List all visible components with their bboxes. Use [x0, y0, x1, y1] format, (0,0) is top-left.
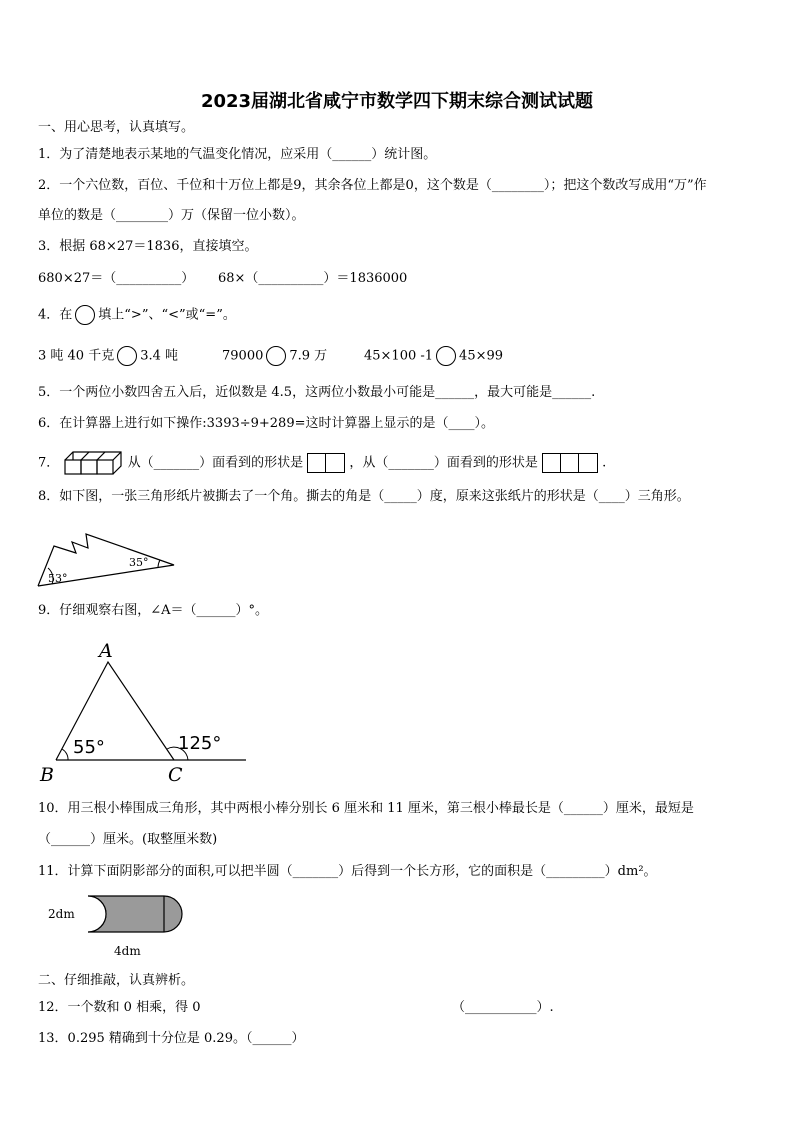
- shaded-rectangle-figure: [44, 894, 189, 960]
- question-4-item-2: [222, 346, 327, 366]
- question-3: 3．根据 68×27＝1836，直接填空。: [38, 239, 258, 254]
- compare-circle-icon: [436, 346, 456, 366]
- question-4: [38, 305, 236, 325]
- compare-circle-icon: [117, 346, 137, 366]
- compare-left: 3 吨 40 千克: [38, 348, 115, 364]
- question-2-line-2: 单位的数是（________）万（保留一位小数）。: [38, 208, 305, 223]
- question-1: 1．为了清楚地表示某地的气温变化情况，应采用（______）统计图。: [38, 147, 437, 162]
- page-title: 2023届湖北省咸宁市数学四下期末综合测试试题: [200, 91, 594, 112]
- question-7-text-2: ，从（_______）面看到的形状是: [349, 455, 538, 471]
- question-5: 5．一个两位小数四舍五入后，近似数是 4.5，这两位小数最小可能是______，最大可能是______.: [38, 385, 596, 400]
- question-9: 9．仔细观察右图，∠A＝（______）°。: [38, 603, 269, 618]
- compare-circle-icon: [266, 346, 286, 366]
- compare-right: 3.4 吨: [140, 348, 179, 364]
- question-4-prefix: 4．在: [38, 307, 73, 323]
- question-8: 8．如下图，一张三角形纸片被撕去了一个角。撕去的角是（_____）度，原来这张纸片的形状是（____）三角形。: [38, 489, 690, 504]
- question-7-number: 7．: [38, 455, 60, 471]
- angle-35-label: 35°: [129, 556, 149, 569]
- question-4-suffix: 填上“>”、“<”或“=”。: [98, 307, 236, 323]
- height-label: 2dm: [48, 907, 75, 921]
- compare-left: 79000: [222, 348, 264, 364]
- question-10-line-2: （______）厘米。(取整厘米数): [38, 832, 218, 847]
- three-square-view-icon: [542, 453, 598, 473]
- question-2-line-1: 2．一个六位数，百位、千位和十万位上都是9，其余各位上都是0，这个数是（________）；把这个数改写成用“万”作: [38, 178, 707, 193]
- compare-left: 45×100 -1: [364, 348, 434, 364]
- question-12: 12．一个数和 0 相乘，得 0: [38, 1000, 201, 1015]
- compare-right: 7.9 万: [289, 348, 328, 364]
- two-square-view-icon: [307, 453, 345, 473]
- question-11: 11．计算下面阴影部分的面积,可以把半圆（_______）后得到一个长方形，它的面积是（_________）dm²。: [38, 864, 657, 879]
- triangle-abc-figure: [36, 637, 250, 785]
- vertex-c-label: C: [168, 764, 183, 786]
- question-13: 13．0.295 精确到十分位是 0.29。（______）: [38, 1031, 305, 1046]
- vertex-a-label: A: [99, 640, 113, 662]
- question-4-item-1: [38, 346, 178, 366]
- question-7: [38, 450, 606, 476]
- compare-right: 45×99: [459, 348, 504, 364]
- compare-circle-icon: [75, 305, 95, 325]
- width-label: 4dm: [114, 944, 141, 958]
- question-7-text-1: 从（_______）面看到的形状是: [127, 455, 304, 471]
- question-12-answer: （___________）.: [452, 1000, 554, 1015]
- section-heading-1: 一、用心思考，认真填写。: [38, 120, 195, 135]
- vertex-b-label: B: [40, 764, 54, 786]
- torn-triangle-figure: [36, 532, 181, 590]
- question-7-end: .: [602, 455, 607, 471]
- angle-125-label: 125°: [178, 733, 222, 754]
- question-10-line-1: 10．用三根小棒围成三角形，其中两根小棒分别长 6 厘米和 11 厘米，第三根小棒最长是（______）厘米，最短是: [38, 801, 694, 816]
- section-heading-2: 二、仔细推敲，认真辨析。: [38, 973, 195, 988]
- cube-stack-icon: [63, 450, 123, 476]
- question-3-part-a: 680×27＝（__________）: [38, 271, 195, 286]
- question-4-item-3: [364, 346, 503, 366]
- angle-53-label: 53°: [48, 572, 68, 585]
- angle-55-label: 55°: [73, 737, 105, 758]
- question-6: 6．在计算器上进行如下操作:3393÷9+289=这时计算器上显示的是（____）。: [38, 416, 494, 431]
- question-3-part-b: 68×（__________）＝1836000: [218, 271, 408, 286]
